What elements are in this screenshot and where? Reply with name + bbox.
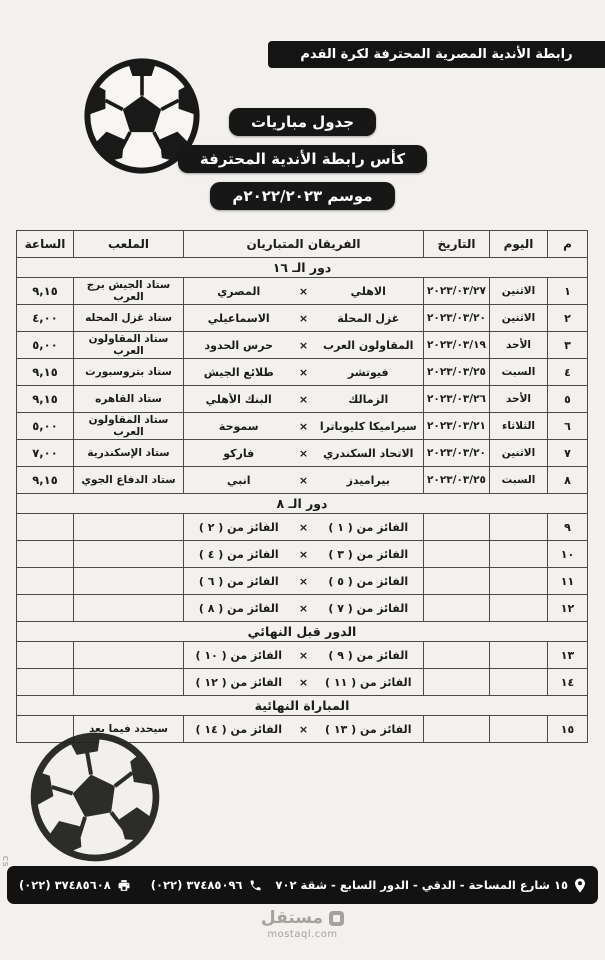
vs-symbol: ×	[298, 601, 309, 615]
team-left-name: سموحة	[218, 419, 259, 433]
team-left-name: الفائز من ( ٦ )	[198, 574, 279, 588]
cell-teams	[184, 440, 424, 467]
cell-teams	[184, 514, 424, 541]
teams-layout	[186, 548, 421, 561]
cell-stadium	[74, 541, 184, 568]
cell-stadium: ستاد الجيش برج العرب	[74, 278, 184, 305]
cell-teams	[184, 359, 424, 386]
team-right-name: الفائز من ( ٧ )	[328, 601, 409, 615]
cell-time: ٥,٠٠	[17, 332, 74, 359]
vs-symbol: ×	[298, 365, 309, 379]
cell-day	[490, 642, 548, 669]
vs-symbol: ×	[298, 722, 309, 736]
cell-day: الأحد	[490, 386, 548, 413]
team-left-name: البنك الأهلي	[205, 392, 272, 406]
cell-day	[490, 595, 548, 622]
cell-day: الأحد	[490, 332, 548, 359]
round-title: المباراة النهائية	[17, 696, 588, 716]
cell-stadium	[74, 669, 184, 696]
team-left-name: الاسماعيلي	[207, 311, 270, 325]
vs-symbol: ×	[298, 574, 309, 588]
cell-stadium	[74, 514, 184, 541]
match-row	[17, 467, 588, 494]
team-left-name: الفائز من ( ٢ )	[198, 520, 279, 534]
cell-stadium	[74, 642, 184, 669]
cell-day	[490, 568, 548, 595]
team-left-name: حرس الحدود	[204, 338, 273, 352]
cell-teams	[184, 568, 424, 595]
teams-layout	[186, 312, 421, 325]
vs-symbol: ×	[298, 675, 309, 689]
team-right-name: بيراميدز	[346, 473, 390, 487]
cell-day: الثلاثاء	[490, 413, 548, 440]
teams-layout	[186, 676, 421, 689]
cell-day: السبت	[490, 467, 548, 494]
mostaql-watermark	[0, 908, 605, 940]
team-left-name: الفائز من ( ٤ )	[198, 547, 279, 561]
team-right-name: الاتحاد السكندري	[323, 446, 414, 460]
vs-symbol: ×	[298, 419, 309, 433]
teams-layout	[186, 366, 421, 379]
teams-layout	[186, 723, 421, 736]
team-right-name: الفائز من ( ١٣ )	[325, 722, 412, 736]
match-row	[17, 669, 588, 696]
document-titles	[0, 108, 605, 210]
cell-teams	[184, 467, 424, 494]
col-header-number: م	[548, 231, 588, 258]
match-row	[17, 440, 588, 467]
cell-day: الاثنين	[490, 305, 548, 332]
vs-symbol: ×	[298, 520, 309, 534]
team-left-name: الفائز من ( ١٢ )	[195, 675, 282, 689]
top-banner	[268, 41, 605, 68]
cell-match-number: ١٢	[548, 595, 588, 622]
soccer-ball-stamp-icon	[17, 719, 172, 874]
phone-group	[151, 878, 262, 892]
cell-stadium: ستاد المقاولون العرب	[74, 413, 184, 440]
team-left-name: انبي	[226, 473, 251, 487]
teams-layout	[186, 420, 421, 433]
team-right-name: الفائز من ( ١١ )	[325, 675, 412, 689]
cell-match-number: ٤	[548, 359, 588, 386]
match-row	[17, 332, 588, 359]
cell-day: السبت	[490, 359, 548, 386]
cell-time	[17, 669, 74, 696]
cell-teams	[184, 541, 424, 568]
team-right-name: الزمالك	[348, 392, 389, 406]
match-row	[17, 359, 588, 386]
round-header-row	[17, 258, 588, 278]
match-row	[17, 413, 588, 440]
association-title: رابطة الأندية المصرية المحترفة لكرة القدم	[300, 47, 573, 62]
cell-match-number: ١٠	[548, 541, 588, 568]
team-right-name: فيوتشر	[347, 365, 389, 379]
cell-teams	[184, 278, 424, 305]
team-left-name: طلائع الجيش	[203, 365, 274, 379]
cell-match-number: ٦	[548, 413, 588, 440]
cell-stadium: ستاد القاهره	[74, 386, 184, 413]
round-title: دور الـ ٨	[17, 494, 588, 514]
teams-layout	[186, 339, 421, 352]
cell-time: ٤,٠٠	[17, 305, 74, 332]
cell-stadium: ستاد بتروسبورت	[74, 359, 184, 386]
cell-match-number: ١٥	[548, 716, 588, 743]
teams-layout	[186, 393, 421, 406]
cell-day	[490, 669, 548, 696]
teams-layout	[186, 649, 421, 662]
cell-date: ٢٠٢٣/٠٣/١٩	[424, 332, 490, 359]
team-left-name: المصري	[217, 284, 261, 298]
round-header-row	[17, 622, 588, 642]
match-row	[17, 386, 588, 413]
cell-match-number: ١٤	[548, 669, 588, 696]
cell-stadium: ستاد الإسكندرية	[74, 440, 184, 467]
phone-number: (٠٢٢) ٣٧٤٨٥٠٩٦	[150, 878, 243, 892]
cell-date: ٢٠٢٣/٠٣/٢٠	[424, 440, 490, 467]
col-header-day: اليوم	[490, 231, 548, 258]
vs-symbol: ×	[298, 648, 309, 662]
cell-date	[424, 595, 490, 622]
team-right-name: الفائز من ( ٣ )	[328, 547, 409, 561]
team-right-name: الاهلي	[350, 284, 386, 298]
cell-time	[17, 514, 74, 541]
mostaql-logo-row	[0, 908, 605, 928]
cell-match-number: ٨	[548, 467, 588, 494]
match-row	[17, 278, 588, 305]
team-left-name: الفائز من ( ١٤ )	[195, 722, 282, 736]
schedule-table	[16, 230, 588, 743]
team-right-name: غزل المحلة	[337, 311, 400, 325]
team-right-name: الفائز من ( ١ )	[328, 520, 409, 534]
address-group	[275, 878, 586, 893]
team-right-name: الفائز من ( ٥ )	[328, 574, 409, 588]
team-left-name: الفائز من ( ١٠ )	[195, 648, 282, 662]
cell-date: ٢٠٢٣/٠٣/٢٧	[424, 278, 490, 305]
round-title: الدور قبل النهائي	[17, 622, 588, 642]
vs-symbol: ×	[298, 547, 309, 561]
vs-symbol: ×	[298, 311, 309, 325]
cell-date: ٢٠٢٣/٠٣/٢٥	[424, 467, 490, 494]
cell-time	[17, 541, 74, 568]
address-text: ١٥ شارع المساحة - الدقي - الدور السابع - شقة ٧٠٢	[275, 878, 568, 892]
match-row	[17, 514, 588, 541]
cell-time: ٩,١٥	[17, 467, 74, 494]
teams-layout	[186, 474, 421, 487]
cell-date: ٢٠٢٣/٠٣/٢٦	[424, 386, 490, 413]
ball-stamp-watermark	[17, 719, 172, 874]
cell-time: ٩,١٥	[17, 278, 74, 305]
team-right-name: سيراميكا كليوباترا	[319, 419, 417, 433]
cell-stadium	[74, 568, 184, 595]
team-left-name: فاركو	[223, 446, 255, 460]
cell-date	[424, 541, 490, 568]
cell-match-number: ١٣	[548, 642, 588, 669]
cell-day: الاثنين	[490, 278, 548, 305]
table-body	[17, 258, 588, 743]
round-header-row	[17, 494, 588, 514]
teams-layout	[186, 447, 421, 460]
footer-bar	[7, 866, 598, 904]
cell-match-number: ٩	[548, 514, 588, 541]
title-schedule: جدول مباريات	[229, 108, 376, 136]
cell-day: الاثنين	[490, 440, 548, 467]
cell-day	[490, 716, 548, 743]
fax-icon	[117, 879, 131, 892]
cell-teams	[184, 669, 424, 696]
team-left-name: الفائز من ( ٨ )	[198, 601, 279, 615]
cell-date	[424, 669, 490, 696]
cell-time	[17, 642, 74, 669]
teams-layout	[186, 285, 421, 298]
cell-time: ٧,٠٠	[17, 440, 74, 467]
title-cup: كأس رابطة الأندية المحترفة	[178, 145, 427, 173]
vs-symbol: ×	[298, 338, 309, 352]
cell-stadium: ستاد الدفاع الجوي	[74, 467, 184, 494]
cell-date: ٢٠٢٣/٠٣/٢٥	[424, 359, 490, 386]
round-title: دور الـ ١٦	[17, 258, 588, 278]
cell-match-number: ٧	[548, 440, 588, 467]
vs-symbol: ×	[298, 446, 309, 460]
cell-match-number: ٥	[548, 386, 588, 413]
mostaql-name: مستقل	[260, 908, 324, 928]
cell-teams	[184, 716, 424, 743]
col-header-date: التاريخ	[424, 231, 490, 258]
cell-match-number: ١١	[548, 568, 588, 595]
col-header-stadium: الملعب	[74, 231, 184, 258]
cell-teams	[184, 595, 424, 622]
cell-time	[17, 595, 74, 622]
teams-layout	[186, 602, 421, 615]
contact-group	[19, 878, 262, 892]
vs-symbol: ×	[298, 392, 309, 406]
cell-date	[424, 514, 490, 541]
team-right-name: الفائز من ( ٩ )	[328, 648, 409, 662]
cell-teams	[184, 332, 424, 359]
cell-time: ٩,١٥	[17, 386, 74, 413]
cell-stadium	[74, 595, 184, 622]
match-row	[17, 642, 588, 669]
match-row	[17, 568, 588, 595]
col-header-teams: الفريقان المتباريان	[184, 231, 424, 258]
teams-layout	[186, 521, 421, 534]
match-row	[17, 305, 588, 332]
cell-match-number: ٢	[548, 305, 588, 332]
cell-teams	[184, 413, 424, 440]
cell-stadium: سيحدد فيما بعد	[74, 716, 184, 743]
col-header-time: الساعة	[17, 231, 74, 258]
cell-teams	[184, 386, 424, 413]
cell-time: ٥,٠٠	[17, 413, 74, 440]
vs-symbol: ×	[298, 284, 309, 298]
cell-date	[424, 642, 490, 669]
mostaql-domain: mostaql.com	[267, 929, 338, 940]
cell-date	[424, 716, 490, 743]
phone-icon	[249, 879, 262, 892]
fax-number: (٠٢٢) ٣٧٤٨٥٦٠٨	[19, 878, 111, 892]
location-pin-icon	[574, 878, 586, 893]
round-header-row	[17, 696, 588, 716]
match-row	[17, 541, 588, 568]
match-row	[17, 595, 588, 622]
cell-stadium: ستاد غزل المحله	[74, 305, 184, 332]
teams-layout	[186, 575, 421, 588]
mostaql-logo-icon	[329, 911, 344, 926]
cell-stadium: ستاد المقاولون العرب	[74, 332, 184, 359]
title-season: موسم ٢٠٢٢/٢٠٢٣م	[210, 182, 394, 210]
cell-match-number: ٣	[548, 332, 588, 359]
cell-teams	[184, 305, 424, 332]
cell-day	[490, 514, 548, 541]
schedule-table-wrapper	[17, 230, 588, 743]
cell-time: ٩,١٥	[17, 359, 74, 386]
side-label: CS	[1, 856, 9, 868]
cell-match-number: ١	[548, 278, 588, 305]
team-right-name: المقاولون العرب	[323, 338, 414, 352]
vs-symbol: ×	[298, 473, 309, 487]
cell-teams	[184, 642, 424, 669]
table-header-row	[17, 231, 588, 258]
fax-group	[19, 878, 131, 892]
cell-time	[17, 568, 74, 595]
cell-day	[490, 541, 548, 568]
cell-date: ٢٠٢٣/٠٣/٢١	[424, 413, 490, 440]
cell-date: ٢٠٢٣/٠٣/٢٠	[424, 305, 490, 332]
cell-date	[424, 568, 490, 595]
